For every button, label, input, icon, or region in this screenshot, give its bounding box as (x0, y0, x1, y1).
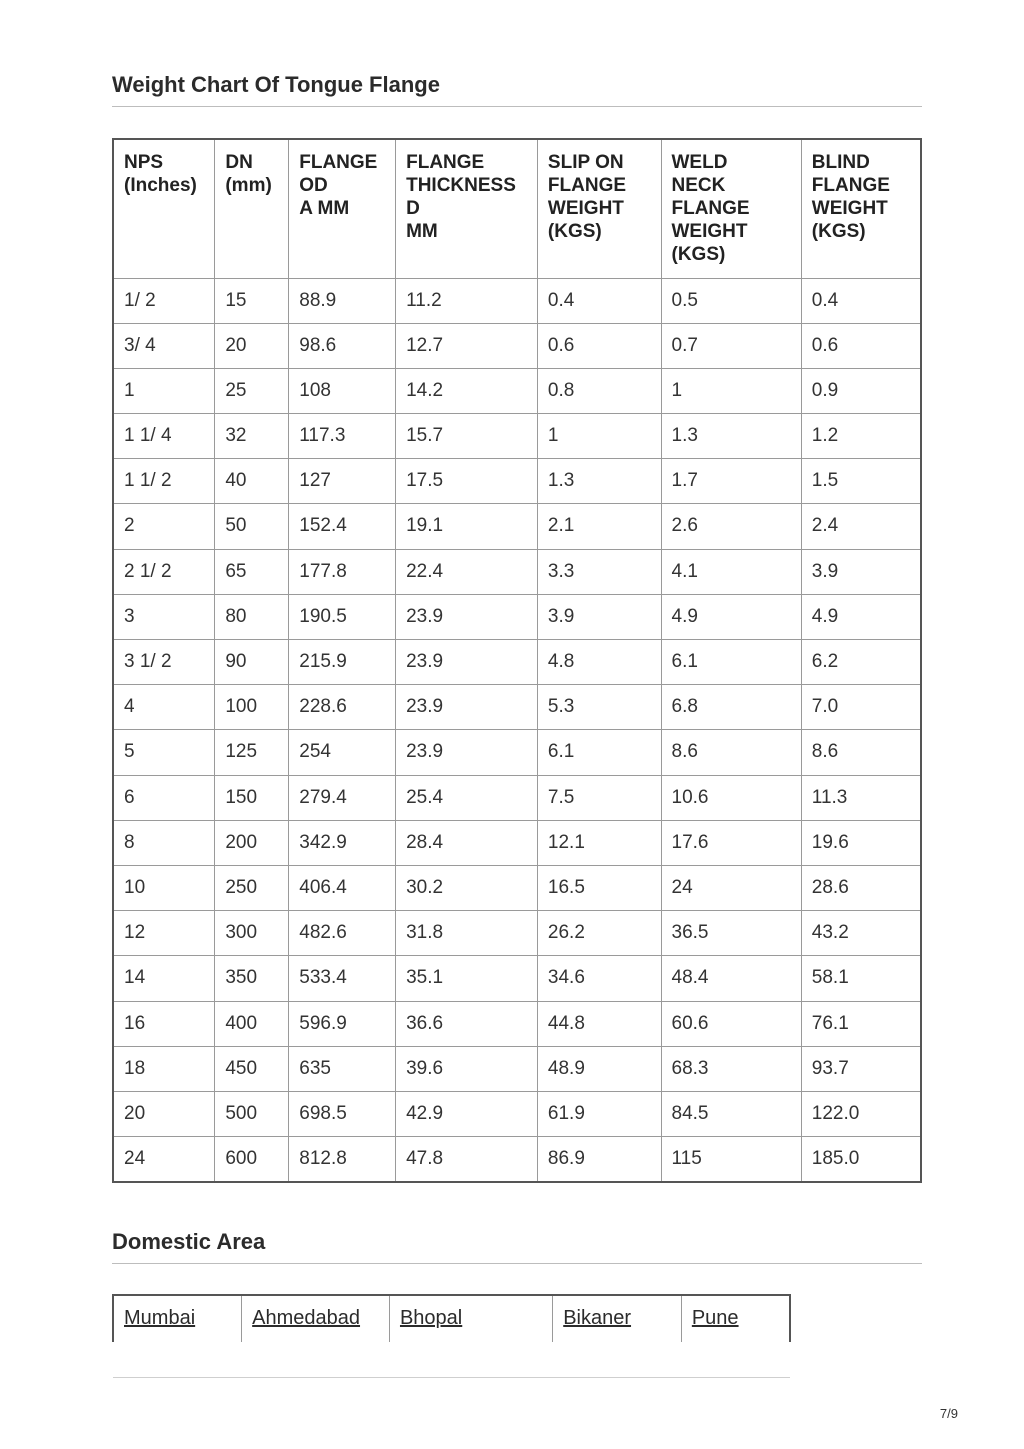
table-cell: 17.6 (661, 820, 801, 865)
table-cell: 254 (289, 730, 396, 775)
table-cell: 15.7 (396, 414, 538, 459)
table-row (113, 504, 921, 549)
table-cell: 35.1 (396, 956, 538, 1001)
table-cell: 0.7 (661, 323, 801, 368)
weight-chart-heading: Weight Chart Of Tongue Flange (112, 72, 922, 107)
table-cell: 5.3 (537, 685, 661, 730)
table-cell: 16.5 (537, 865, 661, 910)
table-cell: 43.2 (801, 911, 921, 956)
city-link-bikaner[interactable]: Bikaner (563, 1307, 632, 1329)
city-link-mumbai[interactable]: Mumbai (124, 1307, 196, 1329)
table-row (113, 1091, 921, 1136)
table-cell: 2.6 (661, 504, 801, 549)
table-row (113, 730, 921, 775)
table-cell: 48.9 (537, 1046, 661, 1091)
table-cell: 400 (215, 1001, 289, 1046)
table-cell: 10 (113, 865, 215, 910)
table-cell: 20 (215, 323, 289, 368)
city-row (113, 1295, 790, 1342)
table-row (113, 594, 921, 639)
table-cell: 4.9 (661, 594, 801, 639)
header-blind-weight: BLIND FLANGE WEIGHT (KGS) (801, 139, 921, 278)
table-cell: 16 (113, 1001, 215, 1046)
domestic-area-heading: Domestic Area (112, 1229, 922, 1264)
table-cell: 58.1 (801, 956, 921, 1001)
table-cell: 100 (215, 685, 289, 730)
table-cell: 215.9 (289, 640, 396, 685)
table-cell: 11.3 (801, 775, 921, 820)
table-cell: 8.6 (661, 730, 801, 775)
table-cell: 300 (215, 911, 289, 956)
table-cell: 34.6 (537, 956, 661, 1001)
table-cell: 44.8 (537, 1001, 661, 1046)
table-cell: 125 (215, 730, 289, 775)
table-cell: 61.9 (537, 1091, 661, 1136)
city-cell (681, 1295, 790, 1342)
table-cell: 25 (215, 368, 289, 413)
table-cell: 47.8 (396, 1137, 538, 1182)
table-cell: 2 1/ 2 (113, 549, 215, 594)
table-cell: 4 (113, 685, 215, 730)
table-cell: 4.9 (801, 594, 921, 639)
table-cell: 1.5 (801, 459, 921, 504)
table-cell: 0.8 (537, 368, 661, 413)
table-cell: 28.4 (396, 820, 538, 865)
table-cell: 68.3 (661, 1046, 801, 1091)
table-cell: 8.6 (801, 730, 921, 775)
table-body (113, 278, 921, 1182)
domestic-area-table (112, 1294, 791, 1378)
table-cell: 2.4 (801, 504, 921, 549)
table-cell: 0.9 (801, 368, 921, 413)
table-cell: 8 (113, 820, 215, 865)
table-cell: 0.6 (801, 323, 921, 368)
table-row (113, 414, 921, 459)
table-row (113, 956, 921, 1001)
table-cell: 1.7 (661, 459, 801, 504)
table-cell: 98.6 (289, 323, 396, 368)
table-cell: 2 (113, 504, 215, 549)
table-cell: 279.4 (289, 775, 396, 820)
table-cell: 1 1/ 2 (113, 459, 215, 504)
table-cell: 0.6 (537, 323, 661, 368)
table-cell: 3.3 (537, 549, 661, 594)
table-cell: 6.1 (661, 640, 801, 685)
table-cell: 200 (215, 820, 289, 865)
header-slip-on-weight: SLIP ON FLANGE WEIGHT (KGS) (537, 139, 661, 278)
table-cell: 86.9 (537, 1137, 661, 1182)
table-row (113, 278, 921, 323)
table-cell: 1/ 2 (113, 278, 215, 323)
table-cell: 108 (289, 368, 396, 413)
table-row (113, 323, 921, 368)
table-cell: 22.4 (396, 549, 538, 594)
table-cell: 26.2 (537, 911, 661, 956)
table-cell: 6 (113, 775, 215, 820)
table-cell: 3 1/ 2 (113, 640, 215, 685)
table-cell: 24 (661, 865, 801, 910)
table-cell: 1 (113, 368, 215, 413)
table-row (113, 368, 921, 413)
table-row (113, 775, 921, 820)
table-cell: 12.7 (396, 323, 538, 368)
header-dn: DN (mm) (215, 139, 289, 278)
table-cell: 1.2 (801, 414, 921, 459)
table-cell: 36.6 (396, 1001, 538, 1046)
table-cell: 14.2 (396, 368, 538, 413)
table-cell: 28.6 (801, 865, 921, 910)
table-cell: 185.0 (801, 1137, 921, 1182)
table-cell: 48.4 (661, 956, 801, 1001)
city-cell (113, 1295, 242, 1342)
city-cell (389, 1295, 552, 1342)
table-cell: 5 (113, 730, 215, 775)
table-cell: 11.2 (396, 278, 538, 323)
table-cell: 1.3 (661, 414, 801, 459)
table-cell: 3.9 (801, 549, 921, 594)
table-cell: 15 (215, 278, 289, 323)
table-cell: 20 (113, 1091, 215, 1136)
table-row (113, 640, 921, 685)
table-cell: 350 (215, 956, 289, 1001)
table-cell: 812.8 (289, 1137, 396, 1182)
header-flange-thickness: FLANGE THICKNESS D MM (396, 139, 538, 278)
table-cell: 84.5 (661, 1091, 801, 1136)
table-cell: 0.4 (537, 278, 661, 323)
table-cell: 65 (215, 549, 289, 594)
table-cell: 122.0 (801, 1091, 921, 1136)
table-cell: 7.0 (801, 685, 921, 730)
table-cell: 152.4 (289, 504, 396, 549)
table-cell: 500 (215, 1091, 289, 1136)
table-row (113, 549, 921, 594)
table-cell: 635 (289, 1046, 396, 1091)
table-cell: 250 (215, 865, 289, 910)
table-cell: 177.8 (289, 549, 396, 594)
city-link-ahmedabad[interactable]: Ahmedabad (252, 1307, 361, 1329)
table-header-row (113, 139, 921, 278)
table-cell: 342.9 (289, 820, 396, 865)
table-cell: 2.1 (537, 504, 661, 549)
table-row (113, 1137, 921, 1182)
table-cell: 698.5 (289, 1091, 396, 1136)
table-cell: 36.5 (661, 911, 801, 956)
table-row (113, 459, 921, 504)
table-cell: 150 (215, 775, 289, 820)
table-cell: 6.1 (537, 730, 661, 775)
city-link-pune[interactable]: Pune (691, 1307, 739, 1329)
table-row (113, 1001, 921, 1046)
table-cell: 228.6 (289, 685, 396, 730)
table-cell: 12 (113, 911, 215, 956)
table-cell: 4.8 (537, 640, 661, 685)
table-cell: 190.5 (289, 594, 396, 639)
table-cell: 93.7 (801, 1046, 921, 1091)
table-row (113, 1046, 921, 1091)
table-cell: 3/ 4 (113, 323, 215, 368)
table-cell: 50 (215, 504, 289, 549)
table-cell: 4.1 (661, 549, 801, 594)
table-cell: 7.5 (537, 775, 661, 820)
table-spacer-row (113, 1342, 790, 1377)
city-cell (242, 1295, 390, 1342)
table-cell: 23.9 (396, 594, 538, 639)
table-cell: 14 (113, 956, 215, 1001)
table-cell: 6.2 (801, 640, 921, 685)
table-cell: 76.1 (801, 1001, 921, 1046)
table-cell: 31.8 (396, 911, 538, 956)
table-cell: 6.8 (661, 685, 801, 730)
table-cell: 39.6 (396, 1046, 538, 1091)
table-row (113, 865, 921, 910)
table-cell: 1 (661, 368, 801, 413)
table-cell: 23.9 (396, 640, 538, 685)
table-cell: 12.1 (537, 820, 661, 865)
table-cell: 60.6 (661, 1001, 801, 1046)
weight-chart-table (112, 138, 922, 1183)
table-cell: 3 (113, 594, 215, 639)
table-cell: 24 (113, 1137, 215, 1182)
table-cell: 482.6 (289, 911, 396, 956)
city-cell (553, 1295, 682, 1342)
table-cell: 596.9 (289, 1001, 396, 1046)
table-cell: 25.4 (396, 775, 538, 820)
table-cell: 1 1/ 4 (113, 414, 215, 459)
city-link-bhopal[interactable]: Bhopal (399, 1307, 463, 1329)
table-cell: 1 (537, 414, 661, 459)
table-cell: 19.6 (801, 820, 921, 865)
table-cell: 450 (215, 1046, 289, 1091)
table-row (113, 911, 921, 956)
table-cell: 10.6 (661, 775, 801, 820)
table-cell: 19.1 (396, 504, 538, 549)
table-cell: 90 (215, 640, 289, 685)
table-cell: 88.9 (289, 278, 396, 323)
table-cell: 533.4 (289, 956, 396, 1001)
table-cell: 406.4 (289, 865, 396, 910)
table-cell: 115 (661, 1137, 801, 1182)
header-weld-neck-weight: WELD NECK FLANGE WEIGHT (KGS) (661, 139, 801, 278)
table-cell: 30.2 (396, 865, 538, 910)
table-cell: 17.5 (396, 459, 538, 504)
table-row (113, 820, 921, 865)
table-cell: 117.3 (289, 414, 396, 459)
table-cell: 32 (215, 414, 289, 459)
page-number: 7/9 (939, 1406, 958, 1421)
table-cell: 23.9 (396, 685, 538, 730)
table-cell: 0.4 (801, 278, 921, 323)
table-cell: 0.5 (661, 278, 801, 323)
table-cell: 600 (215, 1137, 289, 1182)
table-cell: 127 (289, 459, 396, 504)
table-cell: 3.9 (537, 594, 661, 639)
table-row (113, 685, 921, 730)
table-cell: 23.9 (396, 730, 538, 775)
header-nps: NPS (Inches) (113, 139, 215, 278)
table-cell: 42.9 (396, 1091, 538, 1136)
header-flange-od: FLANGE OD A MM (289, 139, 396, 278)
table-cell: 18 (113, 1046, 215, 1091)
table-cell: 80 (215, 594, 289, 639)
table-cell: 1.3 (537, 459, 661, 504)
table-cell: 40 (215, 459, 289, 504)
